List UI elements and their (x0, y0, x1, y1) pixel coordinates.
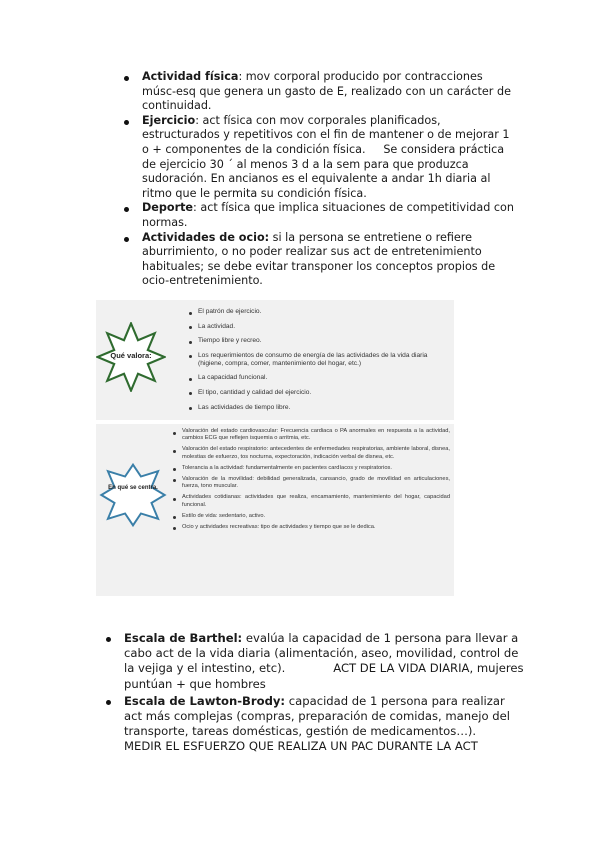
list-item-text: El tipo, cantidad y calidad del ejercicio. (198, 388, 312, 396)
term: Ejercicio (142, 113, 196, 127)
list-item (122, 201, 517, 230)
list-item-text: Las actividades de tiempo libre. (198, 403, 291, 411)
list-item-text: Ocio y actividades recreativas: tipo de actividades y tiempo que se le dedica. (182, 523, 376, 530)
list-item-text: Estilo de vida: sedentario, activo. (182, 512, 266, 519)
list-item (104, 631, 528, 692)
bullet-icon (106, 700, 111, 705)
bullet-icon (189, 378, 192, 381)
list-item-text: El patrón de ejercicio. (198, 308, 262, 315)
term: Escala de Barthel: (124, 631, 243, 645)
list-item-text: Los requerimientos de consumo de energía de las actividades de la vida diaria (higiene, compra, comer, mantenimiento del hogar, etc.) (198, 351, 428, 367)
bullet-icon (189, 355, 192, 358)
scales-list (104, 631, 528, 755)
list-item (172, 446, 450, 461)
bullet-icon (173, 450, 176, 453)
figure-panel-que-valora (96, 300, 454, 420)
list-item (172, 428, 450, 443)
list-item-text: Tolerancia a la actividad: fundamentalmente en pacientes cardíacos y respiratorios. (182, 464, 392, 471)
star-shape (101, 465, 164, 526)
bullet-icon (189, 312, 192, 315)
figure-panel-en-que-se-centra (96, 424, 454, 596)
bullet-icon (124, 76, 129, 81)
list-item (172, 513, 450, 520)
list-item (188, 323, 450, 331)
bullet-icon (189, 326, 192, 329)
term: Actividades de ocio: (142, 230, 270, 244)
list-item-text: Actividades cotidianas: actividades que realiza, encamamiento, mantenimiento del hogar, capacidad funcional. (182, 494, 450, 508)
list-item-text: La capacidad funcional. (198, 374, 268, 382)
definition-text: si la persona se entretiene o refiere aburrimiento, o no poder realizar sus act de entretenimiento habituales; se debe evitar transponer los conceptos propios de ocio-entretenimiento. (142, 230, 496, 288)
bullet-icon (189, 392, 192, 395)
bullet-icon (173, 432, 176, 435)
term: Escala de Lawton-Brody: (124, 693, 286, 708)
list-item (172, 465, 450, 472)
figure-list (188, 308, 450, 418)
list-item-text: Tiempo libre y recreo. (198, 337, 262, 345)
definition-text: : act física con mov corporales planificados, estructurados y repetitivos con el fin de mantener o de mejorar 1 o + componentes de la condición física. Se considera práctica de ejercicio 30 ´ al menos 3 d a la sem para que produzca sudoración. En ancianos es el equivalente a andar 1h diaria al ritmo que le permita su condición física. (142, 113, 514, 200)
term: Deporte (142, 201, 194, 215)
bullet-icon (124, 120, 129, 125)
list-item-text: La actividad. (198, 322, 236, 330)
definition-text: evalúa la capacidad de 1 persona para llevar a cabo act de la vida diaria (alimentación, aseo, movilidad, control de la vejiga y el intestino, etc). ACT DE LA VIDA DIARIA, mujeres puntúan + que hombres (124, 631, 528, 691)
bullet-icon (124, 207, 129, 212)
bullet-icon (189, 341, 192, 344)
list-item-text: Valoración de la movilidad: debilidad generalizada, cansancio, grado de movilidad en articulaciones, fuerza, tono muscular. (182, 475, 450, 490)
list-item (172, 494, 450, 509)
list-item (188, 374, 450, 382)
list-item-text: Valoración del estado respiratorio: antecedentes de enfermedades respiratorias, ambiente laboral, disnea, molestias de esfuerzo, tos nocturna, expectoración, indicación verbal de disnea, etc. (182, 446, 450, 460)
bullet-icon (124, 237, 129, 242)
note-text: MEDIR EL ESFUERZO QUE REALIZA UN PAC DURANTE LA ACT (124, 739, 478, 754)
figure-list (172, 428, 450, 535)
bullet-icon (173, 527, 176, 530)
list-item (122, 70, 517, 114)
list-item (188, 389, 450, 397)
bullet-icon (173, 516, 176, 519)
list-item (188, 337, 450, 345)
star-icon (98, 462, 168, 528)
list-item (188, 308, 450, 316)
definition-text: : act física que implica situaciones de competitividad con normas. (142, 201, 514, 229)
definition-text: capacidad de 1 persona para realizar act más complejas (compras, preparación de comidas, manejo del transporte, tareas domésticas, gestión de medicamentos…). (124, 693, 510, 739)
list-item (188, 352, 450, 368)
bullet-icon (106, 637, 111, 642)
bullet-icon (189, 407, 192, 410)
list-item (188, 404, 450, 412)
list-item-text: Valoración del estado cardiovascular: Frecuencia cardiaca o PA anormales en respuesta a la actividad, cambios ECG que reflejen isquemia o arritmia, etc. (182, 428, 450, 442)
bullet-icon (173, 479, 176, 482)
figure-label: Qué valora: (110, 351, 152, 360)
definitions-list (122, 70, 517, 289)
definition-text: : mov corporal producido por contracciones músc-esq que genera un gasto de E, realizado con un carácter de continuidad. (142, 70, 511, 113)
list-item (172, 524, 450, 531)
list-item (122, 114, 517, 202)
embedded-figure (96, 300, 454, 596)
list-item (122, 231, 517, 289)
term: Actividad física (142, 70, 239, 83)
list-item (172, 476, 450, 491)
bullet-icon (173, 498, 176, 501)
bullet-icon (173, 468, 176, 471)
figure-label: En qué se centra. (108, 485, 158, 491)
list-item (104, 694, 524, 755)
